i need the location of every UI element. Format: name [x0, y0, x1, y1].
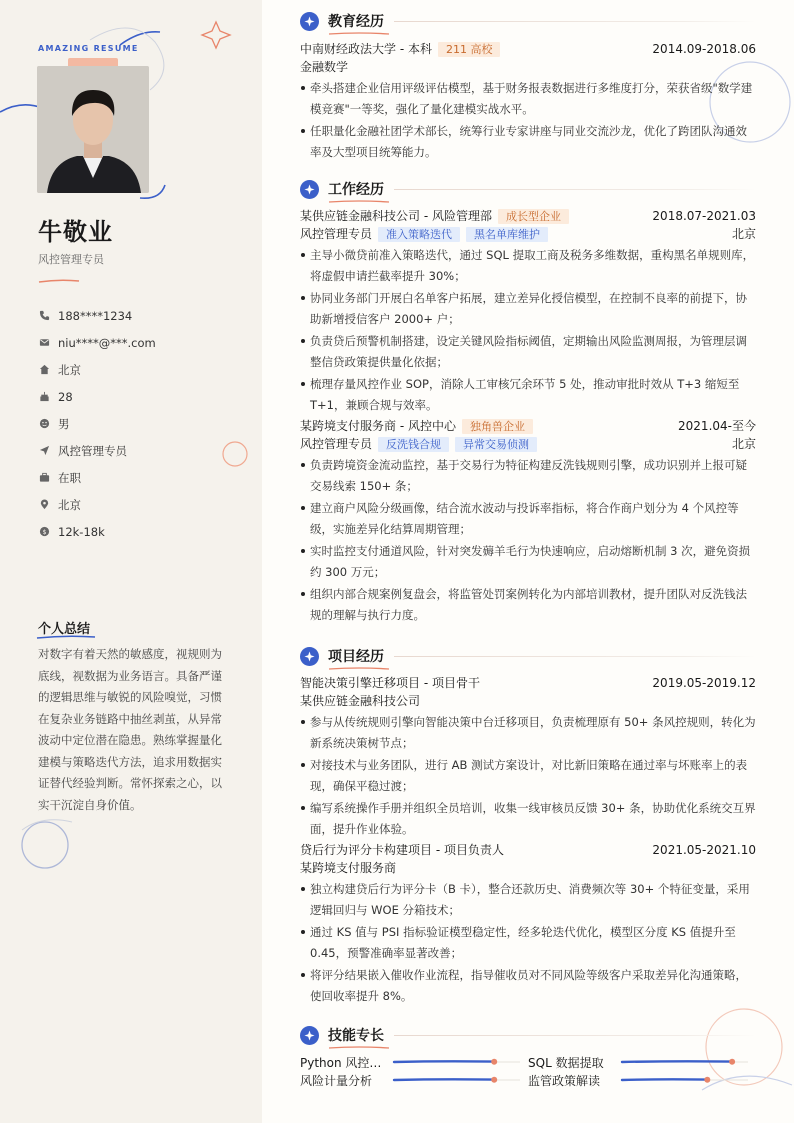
send-icon	[38, 445, 50, 457]
main-content	[262, 0, 794, 1123]
contact-info-list	[38, 302, 248, 545]
job-position: 风控管理专员	[300, 227, 373, 241]
info-email	[38, 329, 248, 356]
skills-title-text: 技能专长	[328, 1028, 384, 1044]
amazing-resume-label: AMAZING RESUME	[38, 44, 139, 53]
education-row	[300, 40, 756, 58]
summary-text: 对数字有着天然的敏感度，视规则为底线，视数据为业务语言。具备严谨的逻辑思维与敏锐的风险嗅觉，习惯在复杂业务链路中抽丝剥茧，从异常波动中定位潜在隐患。熟练掌握量化建模与策略迭代方法，追求用数据实证替代经验判断。常怀探索之心，以实干沉淀自身价值。	[38, 647, 222, 812]
skills-title	[328, 1025, 384, 1045]
skill-fill	[622, 1061, 732, 1062]
work-section	[300, 177, 756, 625]
skill-item	[528, 1072, 756, 1089]
projects-title	[328, 646, 384, 666]
project-date: 2019.05-2019.12	[652, 676, 756, 690]
skill-item	[300, 1072, 528, 1089]
skill-name: Python 风控…	[300, 1055, 382, 1070]
job-skill-tag: 反洗钱合规	[378, 437, 449, 452]
skill-fill	[622, 1079, 707, 1080]
project-org: 某跨境支付服务商	[300, 861, 397, 875]
project-name: 贷后行为评分卡构建项目 - 项目负责人	[300, 843, 504, 857]
job-position: 风控管理专员	[300, 437, 373, 451]
title-underline	[328, 199, 390, 204]
briefcase-icon	[38, 472, 50, 484]
job-bullet: 实时监控支付通道风险，针对突发薅羊毛行为快速响应，启动熔断机制 3 次，避免资损约 300 万元；	[300, 541, 756, 582]
info-target-role-text: 风控管理专员	[58, 443, 127, 458]
job-date: 2018.07-2021.03	[652, 209, 756, 223]
info-age-text: 28	[58, 389, 73, 404]
job-position-row	[300, 225, 756, 243]
info-salary-text: 12k-18k	[58, 524, 105, 539]
info-target-role	[38, 437, 248, 464]
job-skill-tag: 黑名单库维护	[466, 227, 548, 242]
job-bullet: 建立商户风险分级画像，结合流水波动与投诉率指标，将合作商户划分为 4 个风控等级，实施差异化结算周期管理；	[300, 498, 756, 539]
education-date: 2014.09-2018.06	[652, 42, 756, 56]
skill-name: SQL 数据提取	[528, 1055, 604, 1070]
job-bullet: 梳理存量风控作业 SOP，消除人工审核冗余环节 5 处，推动审批时效从 T+3 缩短至 T+1，兼顾合规与效率。	[300, 374, 756, 415]
skill-item	[528, 1054, 756, 1071]
title-underline	[328, 1045, 390, 1050]
skill-fill	[394, 1079, 494, 1080]
education-major-row	[300, 58, 756, 76]
name-underline	[38, 279, 80, 283]
job-company: 某供应链金融科技公司 - 风险管理部	[300, 209, 492, 223]
projects-title-text: 项目经历	[328, 649, 384, 665]
info-status-text: 在职	[58, 470, 81, 485]
skill-row	[300, 1053, 756, 1071]
job-bullet: 主导小微贷前准入策略迭代，通过 SQL 提取工商及税务多维数据，重构黑名单规则库，将虚假申请拦截率提升 30%；	[300, 245, 756, 286]
avatar	[37, 66, 149, 193]
job-skill-tag: 准入策略迭代	[378, 227, 460, 242]
work-title	[328, 179, 384, 199]
project-row	[300, 841, 756, 859]
project-bullet: 独立构建贷后行为评分卡（B 卡），整合还款历史、消费频次等 30+ 个特征变量，采用逻辑回归与 WOE 分箱技术；	[300, 879, 756, 920]
education-bullet: 牵头搭建企业信用评级评估模型，基于财务报表数据进行多维度打分，荣获省级"数学建模竞赛"一等奖，强化了量化建模实战水平。	[300, 78, 756, 119]
education-section	[300, 9, 756, 162]
candidate-role: 风控管理专员	[38, 253, 104, 266]
skill-name: 监管政策解读	[528, 1073, 601, 1088]
gender-icon	[38, 418, 50, 430]
mail-icon	[38, 337, 50, 349]
location-pin-icon	[38, 499, 50, 511]
candidate-name: 牛敬业	[38, 218, 113, 246]
project-bullet: 编写系统操作手册并组织全员培训，收集一线审核员反馈 30+ 条，协助优化系统交互界面，提升作业体验。	[300, 798, 756, 839]
phone-icon	[38, 310, 50, 322]
summary-title: 个人总结	[38, 622, 91, 637]
job-company-tag: 独角兽企业	[462, 419, 533, 434]
job-company-row	[300, 207, 756, 225]
info-phone	[38, 302, 248, 329]
section-divider	[394, 21, 756, 22]
skill-level-dot	[491, 1059, 497, 1065]
sparkle-icon	[300, 1026, 319, 1045]
work-header	[300, 177, 756, 201]
job-city: 北京	[731, 227, 756, 241]
skill-level-dot	[729, 1059, 735, 1065]
job-company-row	[300, 417, 756, 435]
job-entry	[300, 207, 756, 415]
education-title	[328, 11, 384, 31]
project-entry	[300, 841, 756, 1006]
cake-icon	[38, 391, 50, 403]
education-title-text: 教育经历	[328, 14, 384, 30]
skill-bar	[392, 1076, 522, 1084]
section-divider	[394, 1035, 756, 1036]
job-bullet: 负责贷后预警机制搭建，设定关键风险指标阈值，定期输出风险监测周报，为管理层调整信贷政策提供量化依据；	[300, 331, 756, 372]
project-row	[300, 674, 756, 692]
project-date: 2021.05-2021.10	[652, 843, 756, 857]
projects-section	[300, 644, 756, 1006]
projects-header	[300, 644, 756, 668]
job-entry	[300, 417, 756, 625]
svg-text:$: $	[41, 527, 47, 536]
education-major: 金融数学	[300, 60, 349, 74]
title-underline	[328, 31, 390, 36]
project-org-row	[300, 692, 756, 710]
project-bullet: 对接技术与业务团队，进行 AB 测试方案设计，对比新旧策略在通过率与坏账率上的表现，确保平稳过渡；	[300, 755, 756, 796]
info-location-text: 北京	[58, 497, 81, 512]
skill-fill	[394, 1061, 494, 1062]
project-bullet: 通过 KS 值与 PSI 指标验证模型稳定性，经多轮迭代优化，模型区分度 KS 值提升至 0.45，预警准确率显著改善；	[300, 922, 756, 963]
skill-item	[300, 1054, 528, 1071]
skill-level-dot	[704, 1077, 710, 1083]
info-status	[38, 464, 248, 491]
sidebar	[0, 0, 262, 1123]
skill-row	[300, 1071, 756, 1089]
job-skill-tag: 异常交易侦测	[455, 437, 537, 452]
job-city: 北京	[731, 437, 756, 451]
education-school: 中南财经政法大学 - 本科	[300, 42, 432, 56]
title-underline	[328, 666, 390, 671]
skill-bar	[392, 1058, 522, 1066]
summary-title-underline	[36, 634, 96, 640]
sparkle-icon	[300, 180, 319, 199]
education-bullet: 任职量化金融社团学术部长，统筹行业专家讲座与同业交流沙龙，优化了跨团队沟通效率及大型项目统筹能力。	[300, 121, 756, 162]
job-company-tag: 成长型企业	[498, 209, 569, 224]
section-divider	[394, 656, 756, 657]
home-icon	[38, 364, 50, 376]
info-phone-text: 188****1234	[58, 308, 133, 323]
project-name: 智能决策引擎迁移项目 - 项目骨干	[300, 676, 480, 690]
info-home-text: 北京	[58, 362, 81, 377]
job-company: 某跨境支付服务商 - 风控中心	[300, 419, 456, 433]
project-org-row	[300, 859, 756, 877]
job-bullet: 协同业务部门开展白名单客户拓展，建立差异化授信模型，在控制不良率的前提下，协助新增授信客户 2000+ 户；	[300, 288, 756, 329]
work-title-text: 工作经历	[328, 182, 384, 198]
info-gender	[38, 410, 248, 437]
decor-circle-icon	[12, 810, 82, 880]
sparkle-icon	[300, 647, 319, 666]
job-bullet: 组织内部合规案例复盘会，将监管处罚案例转化为内部培训教材，提升团队对反洗钱法规的理解与执行力度。	[300, 584, 756, 625]
info-age	[38, 383, 248, 410]
sparkle-icon	[300, 12, 319, 31]
info-home	[38, 356, 248, 383]
skill-bar	[620, 1076, 750, 1084]
section-divider	[394, 189, 756, 190]
education-tag: 211 高校	[438, 42, 501, 57]
info-salary	[38, 518, 248, 545]
project-bullet: 参与从传统规则引擎向智能决策中台迁移项目，负责梳理原有 50+ 条风控规则，转化为新系统决策树节点；	[300, 712, 756, 753]
education-header	[300, 9, 756, 33]
skills-header	[300, 1023, 756, 1047]
info-location	[38, 491, 248, 518]
skills-section	[300, 1023, 756, 1089]
job-position-row	[300, 435, 756, 453]
info-gender-text: 男	[58, 416, 70, 431]
salary-icon	[38, 526, 50, 538]
info-email-text: niu****@***.com	[58, 335, 156, 350]
project-entry	[300, 674, 756, 839]
project-bullet: 将评分结果嵌入催收作业流程，指导催收员对不同风险等级客户采取差异化沟通策略，使回收率提升 8%。	[300, 965, 756, 1006]
job-date: 2021.04-至今	[678, 419, 756, 433]
project-org: 某供应链金融科技公司	[300, 694, 421, 708]
skill-name: 风险计量分析	[300, 1073, 373, 1088]
skill-bar	[620, 1058, 750, 1066]
skill-level-dot	[491, 1077, 497, 1083]
job-bullet: 负责跨境资金流动监控，基于交易行为特征构建反洗钱规则引擎，成功识别并上报可疑交易线索 150+ 条；	[300, 455, 756, 496]
